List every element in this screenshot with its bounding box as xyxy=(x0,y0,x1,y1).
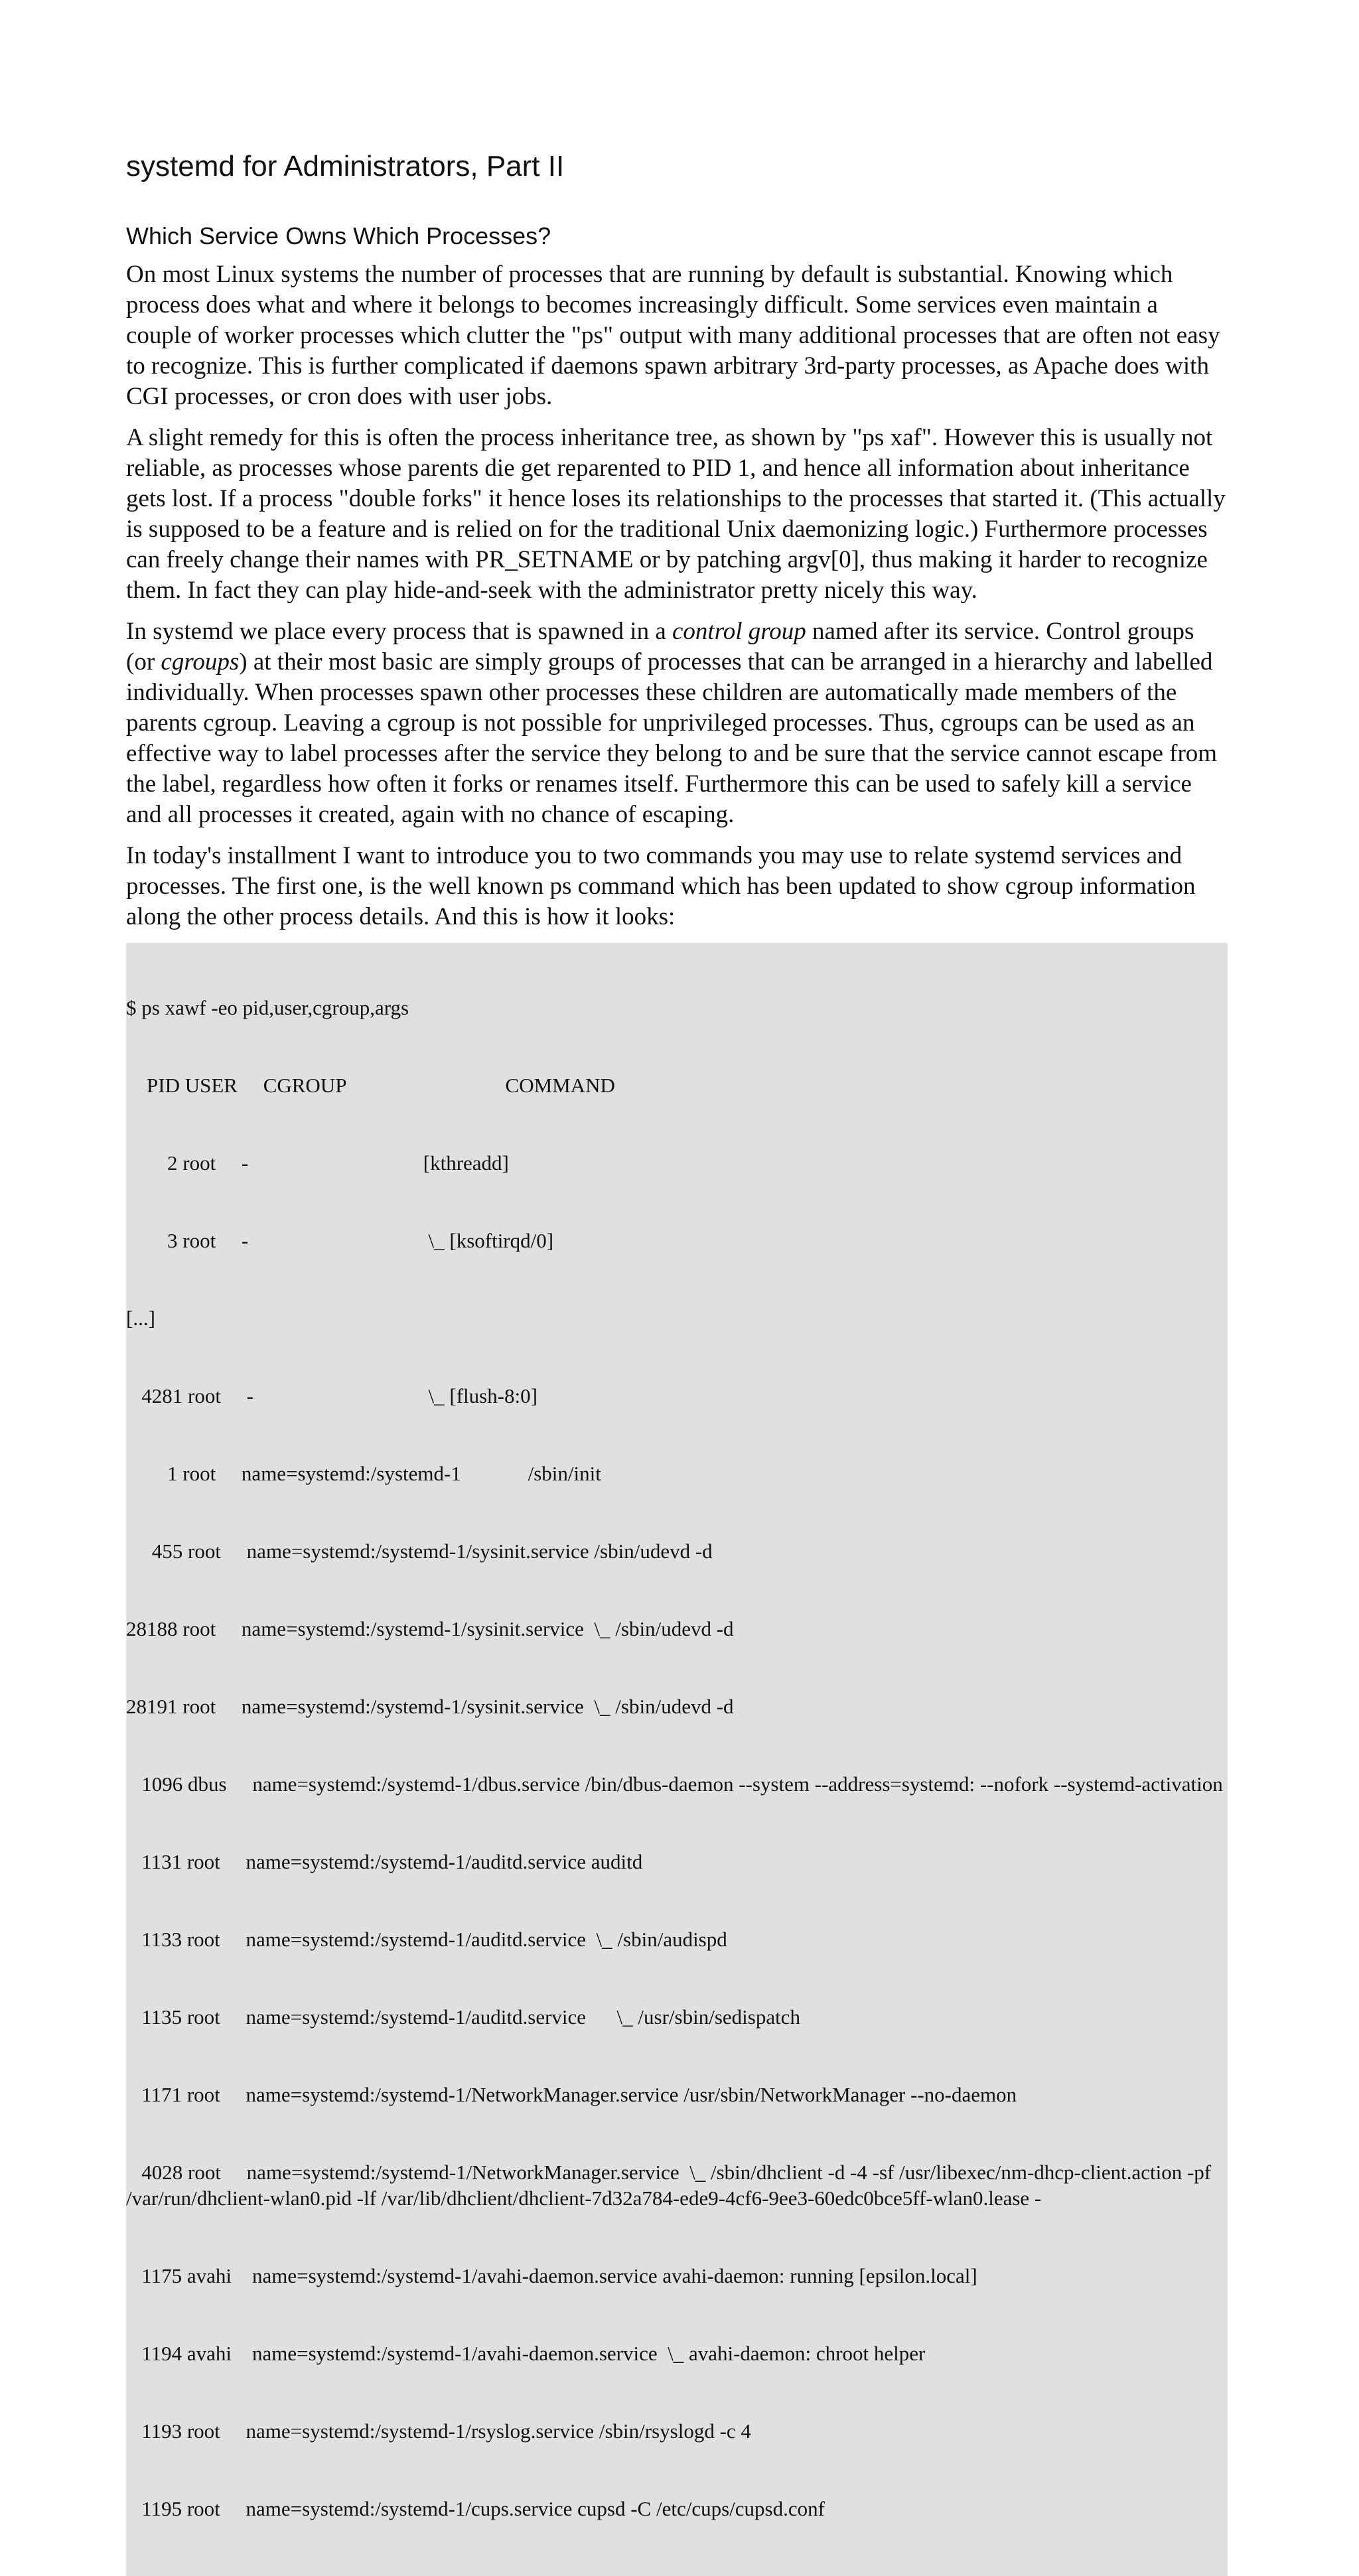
code-line: 1135 root name=systemd:/systemd-1/auditd.service \_ /usr/sbin/sedispatch xyxy=(126,2005,800,2029)
code-line: 1175 avahi name=systemd:/systemd-1/avahi-daemon.service avahi-daemon: running [epsilon.local] xyxy=(126,2263,977,2287)
code-line: 1171 root name=systemd:/systemd-1/NetworkManager.service /usr/sbin/NetworkManager --no-daemon xyxy=(126,2082,1017,2106)
code-line: [...] xyxy=(126,1306,155,1330)
code-line: 1096 dbus name=systemd:/systemd-1/dbus.service /bin/dbus-daemon --system --address=systemd: --nofork --systemd-activation xyxy=(126,1772,1223,1796)
code-line: 3 root - \_ [ksoftirqd/0] xyxy=(126,1228,554,1252)
paragraph-3-text: ) at their most basic are simply groups of processes that can be arranged in a hierarchy and labelled individually. When processes spawn other processes these children are automatically made members of the parents cgroup. Leaving a cgroup is not possible for unprivileged processes. Thus, cgroups can be used as an effective way to label processes after the service they belong to and be sure that the service cannot escape from the label, regardless how often it forks or renames itself. Furthermore this can be used to safely kill a service and all processes it created, again with no chance of escaping. xyxy=(126,648,1218,828)
emphasis-control-group: control group xyxy=(672,617,806,645)
paragraph-1: On most Linux systems the number of processes that are running by default is substantial. Knowing which process does what and where it belongs to becomes increasingly difficult. Some services even maintain a couple of worker processes which clutter the "ps" output with many additional processes that are often not easy to recognize. This is further complicated if daemons spawn arbitrary 3rd-party processes, as Apache does with CGI processes, or cron does with user jobs. xyxy=(126,260,1220,410)
paragraph-3-text: named after its service. Control groups (or xyxy=(126,617,1194,676)
code-line: 28191 root name=systemd:/systemd-1/sysinit.service \_ /sbin/udevd -d xyxy=(126,1694,734,1718)
paragraph-3 xyxy=(126,616,1228,830)
section-heading: Which Service Owns Which Processes? xyxy=(126,222,551,250)
code-line: $ ps xawf -eo pid,user,cgroup,args xyxy=(126,995,409,1019)
document-title: systemd for Administrators, Part II xyxy=(126,150,565,182)
code-line: 1194 avahi name=systemd:/systemd-1/avahi-daemon.service \_ avahi-daemon: chroot helper xyxy=(126,2341,926,2365)
code-line: PID USER CGROUP COMMAND xyxy=(126,1073,615,1097)
code-line: 1131 root name=systemd:/systemd-1/auditd.service auditd xyxy=(126,1849,643,1873)
code-line: 1193 root name=systemd:/systemd-1/rsyslog.service /sbin/rsyslogd -c 4 xyxy=(126,2419,751,2443)
paragraph-4: In today's installment I want to introduce you to two commands you may use to relate systemd services and processes. The first one, is the well known ps command which has been updated to show cgroup information along the other process details. And this is how it looks: xyxy=(126,841,1196,930)
document-page xyxy=(126,149,1228,2576)
emphasis-cgroups: cgroups xyxy=(161,648,240,676)
code-line: 1 root name=systemd:/systemd-1 /sbin/init xyxy=(126,1461,601,1485)
code-line: 2 root - [kthreadd] xyxy=(126,1151,509,1175)
paragraph-3-text: In systemd we place every process that is spawned in a xyxy=(126,617,672,645)
code-line: 1133 root name=systemd:/systemd-1/auditd.service \_ /sbin/audispd xyxy=(126,1927,727,1951)
code-line: 4281 root - \_ [flush-8:0] xyxy=(126,1384,537,1407)
code-block xyxy=(126,943,1228,2576)
paragraph-2: A slight remedy for this is often the process inheritance tree, as shown by "ps xaf". However this is usually not reliable, as processes whose parents die get reparented to PID 1, and hence all information about inheritance gets lost. If a process "double forks" it hence loses its relationships to the processes that started it. (This actually is supposed to be a feature and is relied on for the traditional Unix daemonizing logic.) Furthermore processes can freely change their names with PR_SETNAME or by patching argv[0], thus making it harder to recognize them. In fact they can play hide-and-seek with the administrator pretty nicely this way. xyxy=(126,423,1226,604)
code-line: 4028 root name=systemd:/systemd-1/NetworkManager.service \_ /sbin/dhclient -d -4 -sf /usr/libexec/nm-dhcp-client.action -pf /var/run/dhclient-wlan0.pid -lf /var/lib/dhclient/dhclient-7d32a784-ede9-4cf6-9ee3-60edc0bce5ff-wlan0.lease - xyxy=(126,2160,1216,2210)
code-line: 1195 root name=systemd:/systemd-1/cups.service cupsd -C /etc/cups/cupsd.conf xyxy=(126,2496,825,2520)
code-line: 28188 root name=systemd:/systemd-1/sysinit.service \_ /sbin/udevd -d xyxy=(126,1616,734,1640)
code-line: 455 root name=systemd:/systemd-1/sysinit.service /sbin/udevd -d xyxy=(126,1539,713,1563)
